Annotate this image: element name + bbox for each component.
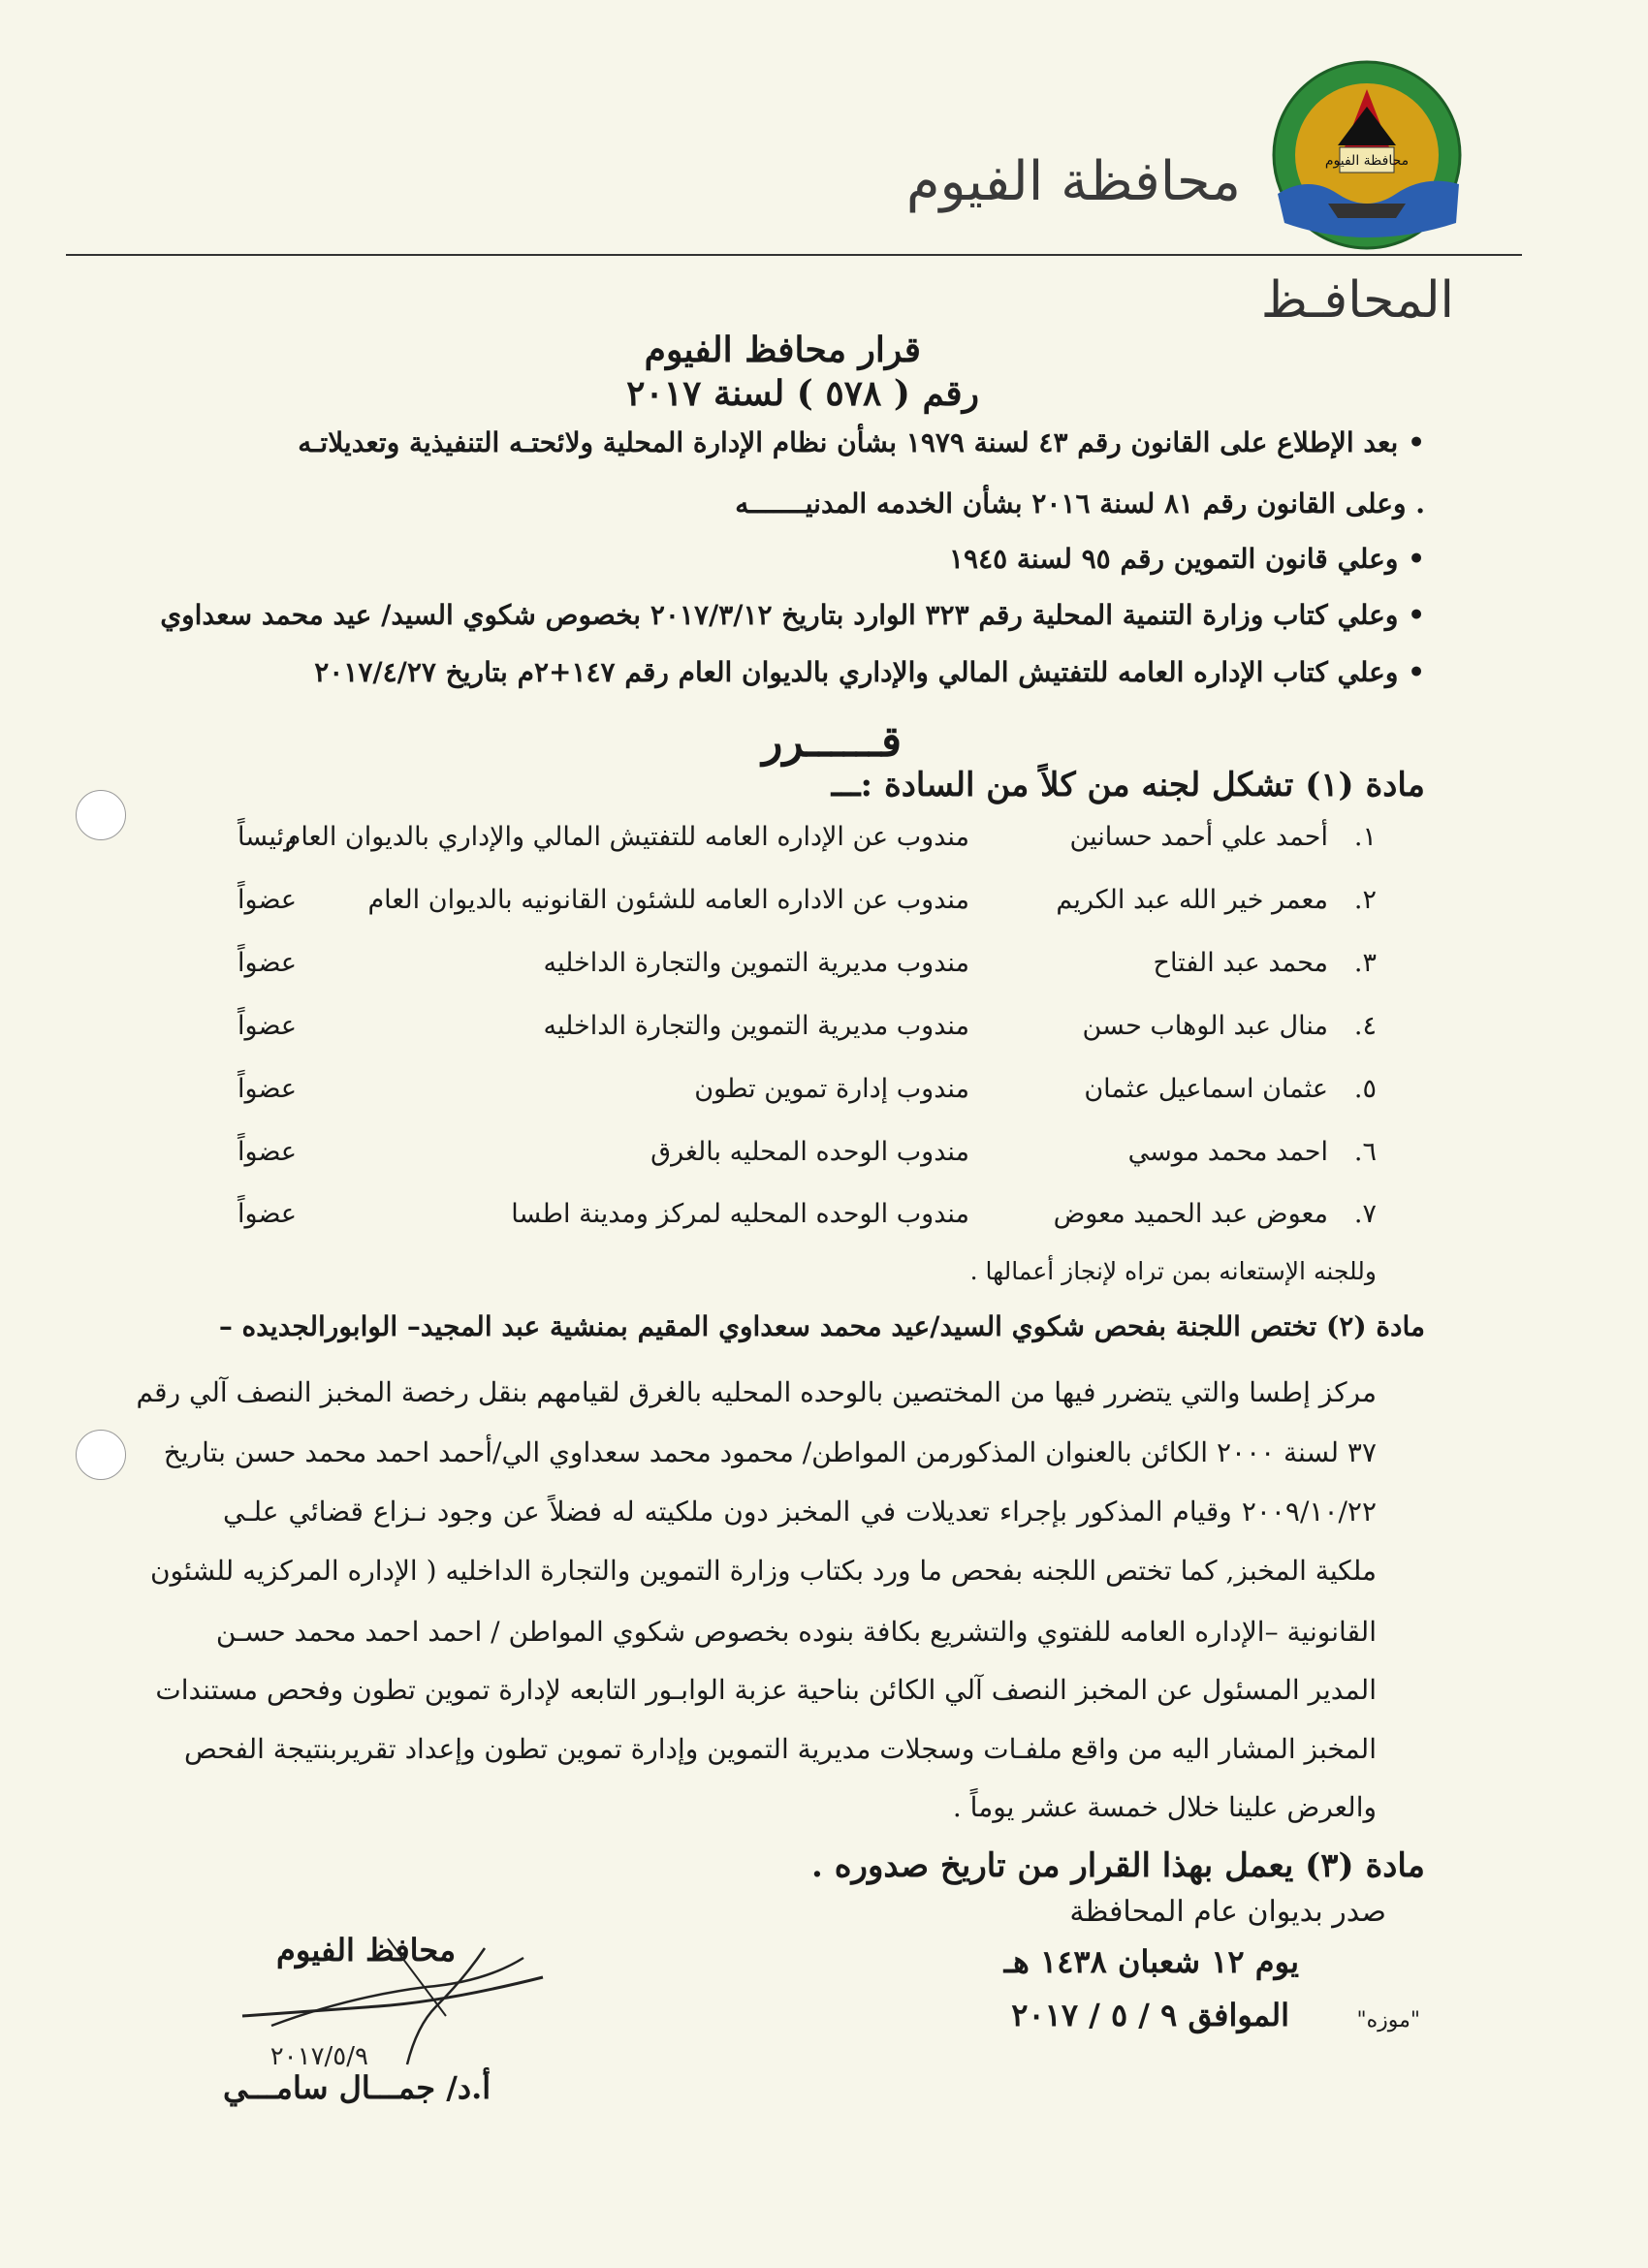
member-role: مندوب عن الاداره العامه للشئون القانونيه بالديوان العام (367, 885, 969, 915)
article-2-line: القانونية –الإداره العامه للفتوي والتشريع بكافة بنوده بخصوص شكوي المواطن / احمد احمد محمد حسـن (215, 1616, 1377, 1648)
member-title: عضواً (238, 1074, 297, 1104)
signatory-title: محافظ الفيوم (276, 1932, 457, 1969)
article-2-line: ٢٠٠٩/١٠/٢٢ وقيام المذكور بإجراء تعديلات في المخبز دون ملكيته له فضلاً عن وجود نـزاع قضائي علـي (223, 1496, 1377, 1528)
article-2-line: المخبز المشار اليه من واقع ملفـات وسجلات مديرية التموين وإدارة تموين تطون وإعداد تقريربنتيجة الفحص (184, 1733, 1377, 1765)
assistance-note: وللجنه الإستعانه بمن تراه لإنجاز أعمالها . (969, 1257, 1377, 1285)
preamble-line: . وعلى القانون رقم ٨١ لسنة ٢٠١٦ بشأن الخدمه المدنيـــــــه (735, 488, 1425, 520)
preamble-line: • وعلي قانون التموين رقم ٩٥ لسنة ١٩٤٥ (949, 543, 1425, 575)
member-name: معمر خير الله عبد الكريم (1056, 885, 1328, 915)
member-role: مندوب عن الإداره العامه للتفتيش المالي والإداري بالديوان العام (284, 822, 969, 852)
governorate-emblem-icon (1270, 58, 1464, 252)
clerk-initials: "موزه" (1356, 2008, 1420, 2032)
member-number: ١. (1353, 822, 1377, 852)
hijri-date: يوم ١٢ شعبان ١٤٣٨ هـ (1003, 1943, 1299, 1980)
member-name: أحمد علي أحمد حسانين (1069, 822, 1328, 852)
office-title: المحافـظ (1260, 271, 1454, 330)
member-name: احمد محمد موسي (1127, 1137, 1328, 1167)
header-divider (66, 254, 1522, 256)
member-number: ٤. (1353, 1011, 1377, 1041)
punch-hole (76, 790, 126, 840)
preamble-line: • وعلي كتاب الإداره العامه للتفتيش المالي والإداري بالديوان العام رقم ١٤٧+٢م بتاريخ ٢٠١٧/٤/٢٧ (314, 656, 1425, 688)
article-2-line: ملكية المخبز, كما تختص اللجنه بفحص ما ورد بكتاب وزارة التموين والتجارة الداخليه ( الإداره المركزيه للشئون (149, 1555, 1377, 1587)
member-role: مندوب مديرية التموين والتجارة الداخليه (543, 948, 969, 978)
governorate-name: محافظة الفيوم (905, 150, 1241, 213)
decided-heading: قــــــرر (762, 717, 902, 767)
preamble-line: • بعد الإطلاع على القانون رقم ٤٣ لسنة ١٩٧٩ بشأن نظام الإدارة المحلية ولائحتـه التنفيذية وتعديلاتـه (298, 426, 1425, 458)
punch-hole (76, 1430, 126, 1480)
svg-text:محافظة الفيوم: محافظة الفيوم (1324, 153, 1410, 169)
article-2-line: مادة (٢) تختص اللجنة بفحص شكوي السيد/عيد محمد سعداوي المقيم بمنشية عبد المجيد– الوابورالجديده – (218, 1310, 1425, 1342)
member-name: عثمان اسماعيل عثمان (1084, 1074, 1328, 1104)
member-role: مندوب الوحده المحليه بالغرق (650, 1137, 969, 1167)
article-3: مادة (٣) يعمل بهذا القرار من تاريخ صدوره . (811, 1846, 1425, 1885)
member-title: عضواً (238, 1137, 297, 1167)
member-number: ٢. (1353, 885, 1377, 915)
decree-title: قرار محافظ الفيوم (644, 330, 921, 370)
article-2-line: والعرض علينا خلال خمسة عشر يوماً . (952, 1791, 1377, 1823)
article-2-line: مركز إطسا والتي يتضرر فيها من المختصين بالوحده المحليه بالغرق لقيامهم بنقل رخصة المخبز النصف آلي رقم (136, 1376, 1377, 1408)
issued-at: صدر بديوان عام المحافظة (1069, 1895, 1386, 1929)
member-title: عضواً (238, 948, 297, 978)
article-1-heading: مادة (١) تشكل لجنه من كلاً من السادة :ـــ (831, 766, 1425, 804)
article-2-line: ٣٧ لسنة ٢٠٠٠ الكائن بالعنوان المذكورمن المواطن/ محمود محمد سعداوي الي/أحمد احمد محمد حسن بتاريخ (163, 1436, 1377, 1468)
member-role: مندوب الوحده المحليه لمركز ومدينة اطسا (511, 1199, 969, 1229)
signatory-name: أ.د/ جمـــال سامـــي (223, 2069, 491, 2106)
decree-number: رقم ( ٥٧٨ ) لسنة ٢٠١٧ (626, 373, 979, 414)
member-title: عضواً (238, 1011, 297, 1041)
member-number: ٧. (1353, 1199, 1377, 1229)
member-title: عضواً (238, 885, 297, 915)
member-title: رئيساً (238, 822, 298, 852)
handwritten-signature-icon (233, 1919, 553, 2084)
member-name: محمد عبد الفتاح (1153, 948, 1328, 978)
member-role: مندوب مديرية التموين والتجارة الداخليه (543, 1011, 969, 1041)
member-role: مندوب إدارة تموين تطون (694, 1074, 969, 1104)
svg-text:٢٠١٧/٥/٩: ٢٠١٧/٥/٩ (269, 2042, 368, 2071)
member-number: ٥. (1353, 1074, 1377, 1104)
member-title: عضواً (238, 1199, 297, 1229)
article-2-line: المدير المسئول عن المخبز النصف آلي الكائن بناحية عزبة الوابـور التابعه لإدارة تموين تطون وفحص مستندات (155, 1674, 1377, 1706)
gregorian-date: الموافق ٩ / ٥ / ٢٠١٧ (1011, 1997, 1289, 2033)
member-name: معوض عبد الحميد معوض (1053, 1199, 1328, 1229)
member-number: ٦. (1353, 1137, 1377, 1167)
preamble-line: • وعلي كتاب وزارة التنمية المحلية رقم ٣٢٣ الوارد بتاريخ ٢٠١٧/٣/١٢ بخصوص شكوي السيد/ عيد محمد سعداوي (160, 599, 1425, 631)
member-number: ٣. (1353, 948, 1377, 978)
member-name: منال عبد الوهاب حسن (1082, 1011, 1328, 1041)
